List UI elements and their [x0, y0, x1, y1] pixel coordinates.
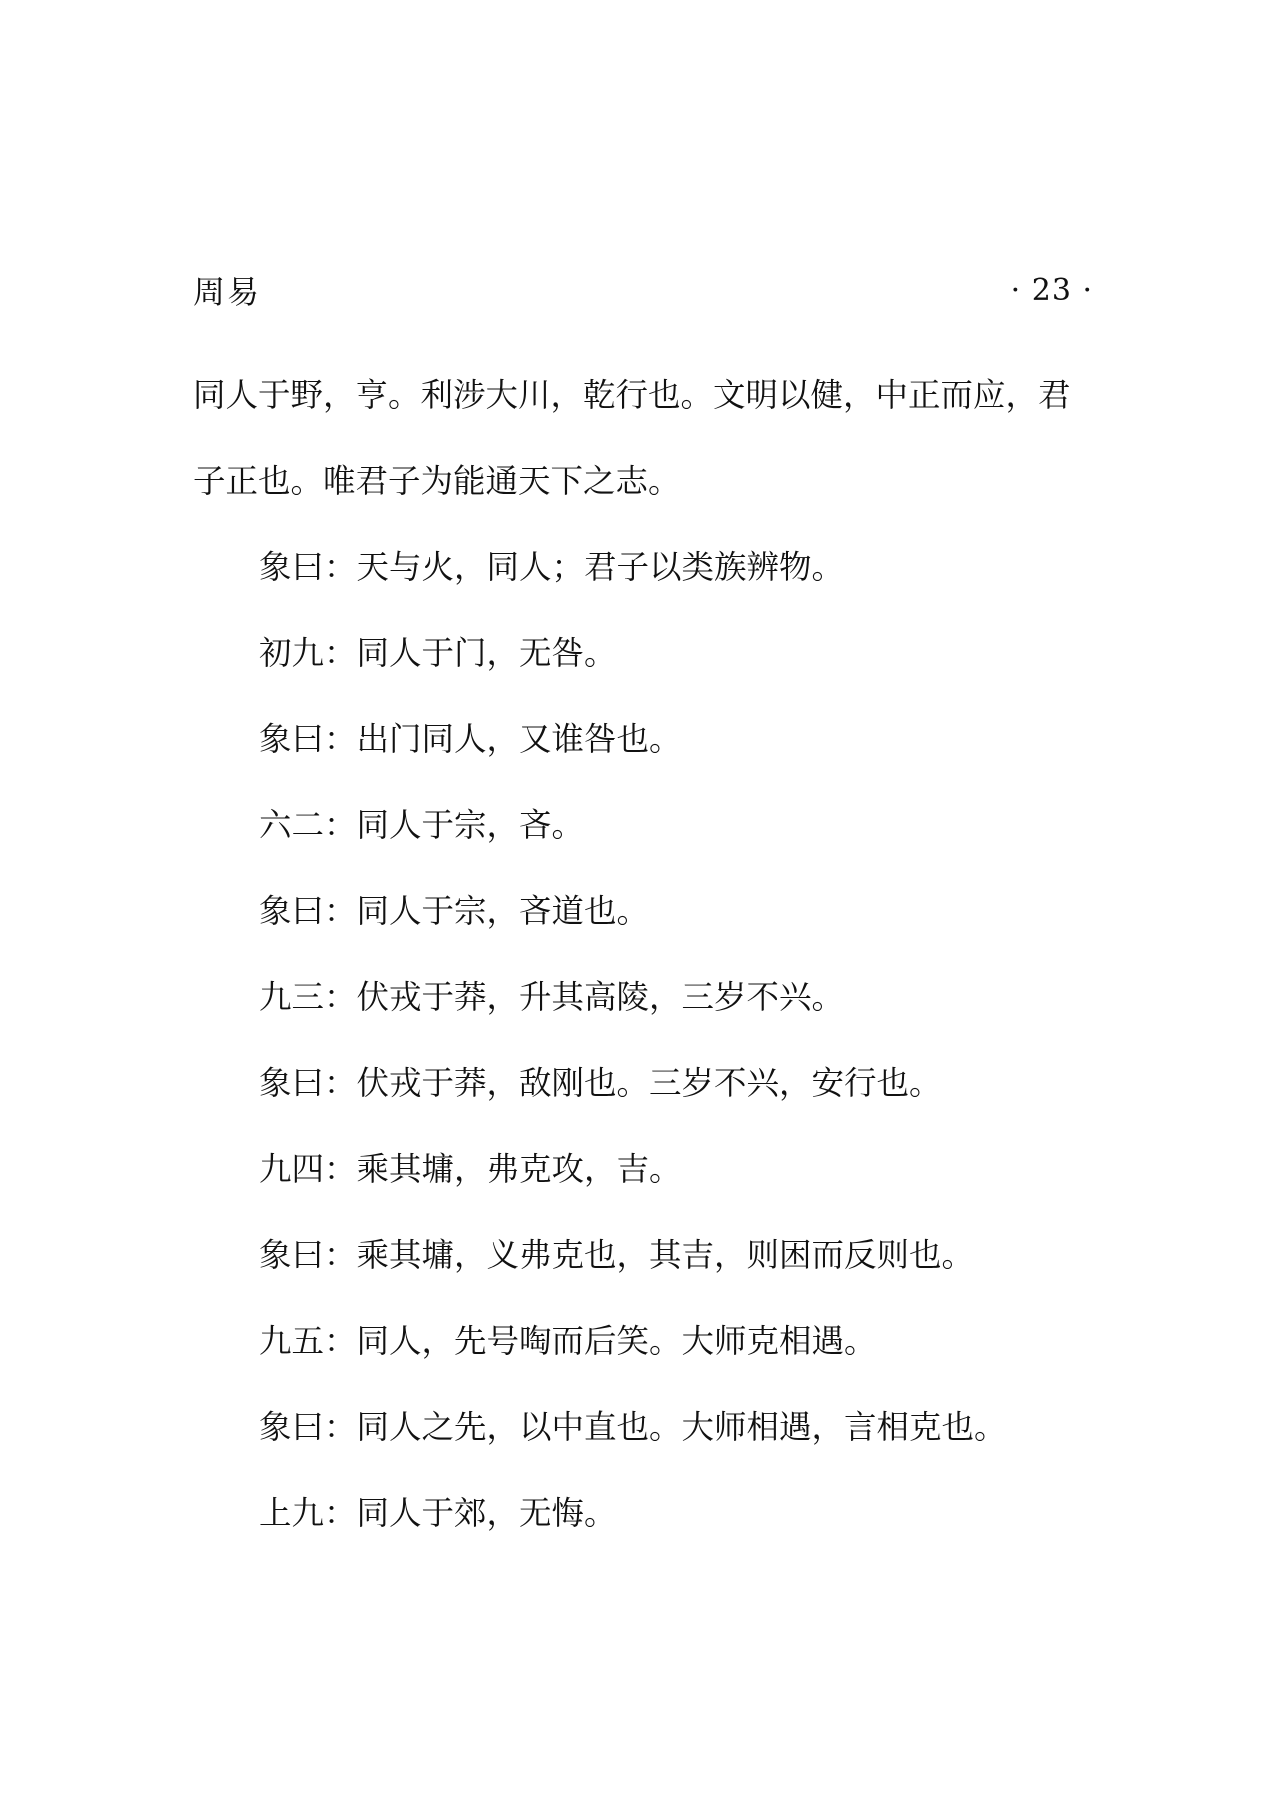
text-line: 象曰：同人于宗，吝道也。: [259, 892, 650, 930]
text-line: 子正也。唯君子为能通天下之志。: [193, 462, 681, 500]
page-number: · 23 ·: [1010, 272, 1093, 308]
text-line: 象曰：伏戎于莽，敌刚也。三岁不兴，安行也。: [259, 1064, 942, 1102]
text-line: 初九：同人于门，无咎。: [259, 634, 617, 672]
text-line: 象曰：乘其墉，义弗克也，其吉，则困而反则也。: [259, 1236, 975, 1274]
text-line: 象曰：出门同人，又谁咎也。: [259, 720, 682, 758]
text-line: 九五：同人，先号啕而后笑。大师克相遇。: [259, 1322, 877, 1360]
text-line: 上九：同人于郊，无悔。: [259, 1494, 617, 1532]
running-header: [193, 268, 1093, 312]
book-title: 周易: [193, 273, 262, 311]
text-line: 九三：伏戎于莽，升其高陵，三岁不兴。: [259, 978, 845, 1016]
text-line: 六二：同人于宗，吝。: [259, 806, 585, 844]
text-line: 象曰：同人之先，以中直也。大师相遇，言相克也。: [259, 1408, 1007, 1446]
text-line: 同人于野，亨。利涉大川，乾行也。文明以健，中正而应，君: [193, 376, 1071, 414]
body-text: [193, 352, 1093, 1556]
text-line: 象曰：天与火，同人；君子以类族辨物。: [259, 548, 845, 586]
text-line: 九四：乘其墉，弗克攻，吉。: [259, 1150, 682, 1188]
